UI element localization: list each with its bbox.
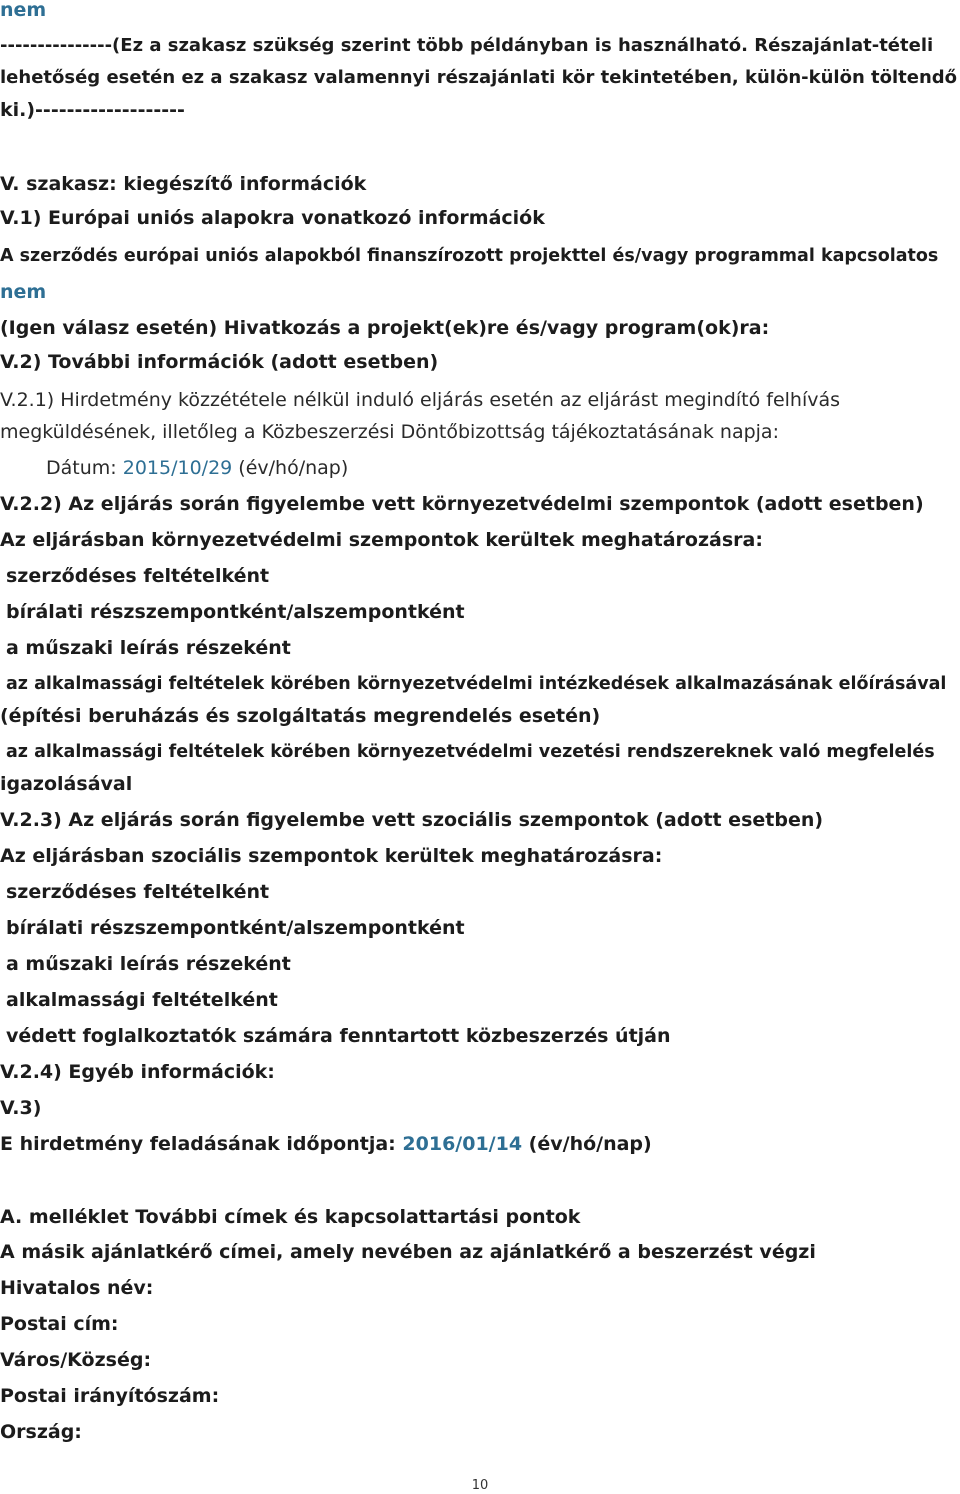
v3-date-value: 2016/01/14 [402,1133,523,1155]
v3-date-row [0,1132,652,1156]
v22-option-2: bírálati részszempontként/alszempontként [6,601,465,623]
v22-option-4-line-1: az alkalmassági feltételek körében környezetvédelmi intézkedések alkalmazásának előírásával [6,674,947,694]
v1-reference-label: (Igen válasz esetén) Hivatkozás a projekt(ek)re és/vagy program(ok)ra: [0,317,770,339]
v22-heading: V.2.2) Az eljárás során figyelembe vett környezetvédelmi szempontok (adott esetben) [0,493,924,515]
v1-question: A szerződés európai uniós alapokból finanszírozott projekttel és/vagy programmal kapcsolatos [0,246,939,266]
v3-heading: V.3) [0,1097,42,1119]
v22-option-5-line-1: az alkalmassági feltételek körében környezetvédelmi vezetési rendszereknek való megfelelés [6,742,935,762]
top-answer: nem [0,0,47,21]
v1-answer: nem [0,281,47,303]
field-country: Ország: [0,1421,82,1443]
field-postal-address: Postai cím: [0,1313,119,1335]
lot-note-line-3: ki.)------------------- [0,99,185,121]
lot-note-line-1: ---------------(Ez a szakasz szükség szerint több példányban is használható. Részajánlat-tételi [0,35,934,56]
v3-date-format: (év/hó/nap) [528,1133,652,1155]
section-v-title: V. szakasz: kiegészítő információk [0,173,367,195]
v23-option-3: a műszaki leírás részeként [6,953,291,975]
v22-option-4-line-2: (építési beruházás és szolgáltatás megrendelés esetén) [0,705,601,727]
field-postal-code: Postai irányítószám: [0,1385,220,1407]
lot-note-line-2: lehetőség esetén ez a szakasz valamennyi részajánlati kör tekintetében, külön-külön töltendő [0,67,958,88]
v1-heading: V.1) Európai uniós alapokra vonatkozó információk [0,207,545,229]
v21-line-1: V.2.1) Hirdetmény közzététele nélkül induló eljárás esetén az eljárást megindító felhívás [0,389,841,411]
v21-date-value: 2015/10/29 [122,457,233,479]
annex-a-subtitle: A másik ajánlatkérő címei, amely nevében az ajánlatkérő a beszerzést végzi [0,1241,816,1263]
v22-intro: Az eljárásban környezetvédelmi szempontok kerültek meghatározásra: [0,529,763,551]
v3-date-label: E hirdetmény feladásának időpontja: [0,1133,396,1155]
v21-line-2: megküldésének, illetőleg a Közbeszerzési Döntőbizottság tájékoztatásának napja: [0,421,779,443]
v2-heading: V.2) További információk (adott esetben) [0,351,439,373]
v22-option-1: szerződéses feltételként [6,565,270,587]
v21-date-row [46,456,348,480]
v22-option-3: a műszaki leírás részeként [6,637,291,659]
v22-option-5-line-2: igazolásával [0,773,133,795]
v24-heading: V.2.4) Egyéb információk: [0,1061,275,1083]
v23-option-1: szerződéses feltételként [6,881,270,903]
page-number: 10 [471,1478,489,1493]
annex-a-title: A. melléklet További címek és kapcsolattartási pontok [0,1206,581,1228]
v23-heading: V.2.3) Az eljárás során figyelembe vett szociális szempontok (adott esetben) [0,809,824,831]
v23-option-4: alkalmassági feltételként [6,989,278,1011]
v21-date-label: Dátum: [46,457,117,479]
v23-option-2: bírálati részszempontként/alszempontként [6,917,465,939]
v23-option-5: védett foglalkoztatók számára fenntartott közbeszerzés útján [6,1025,671,1047]
v23-intro: Az eljárásban szociális szempontok kerültek meghatározásra: [0,845,663,867]
field-official-name: Hivatalos név: [0,1277,154,1299]
field-city: Város/Község: [0,1349,152,1371]
v21-date-format: (év/hó/nap) [238,457,349,479]
